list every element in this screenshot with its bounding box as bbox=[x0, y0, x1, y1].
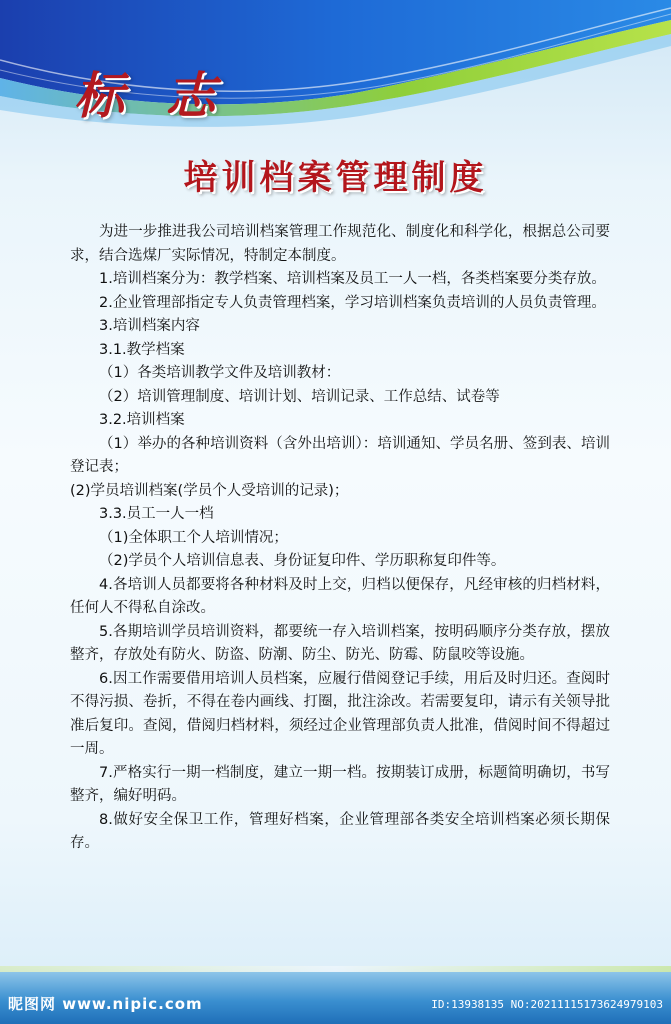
clause-1: 1.培训档案分为：教学档案、培训档案及员工一人一档，各类档案要分类存放。 bbox=[99, 271, 606, 287]
watermark-id: ID:13938135 NO:20211115173624979103 bbox=[431, 998, 663, 1011]
logo-text: 标 志 bbox=[74, 66, 228, 125]
clause-3-1-item-2: （2）培训管理制度、培训计划、培训记录、工作总结、试卷等 bbox=[99, 388, 500, 405]
clause-8: 8.做好安全保卫工作，管理好档案，企业管理部各类安全培训档案必须长期保存。 bbox=[70, 811, 610, 851]
footer-band bbox=[0, 966, 671, 1024]
intro-paragraph: 为进一步推进我公司培训档案管理工作规范化、制度化和科学化，根据总公司要求，结合选煤厂实际情况，特制定本制度。 bbox=[70, 224, 610, 264]
clause-3-2-item-2: (2)学员培训档案(学员个人受培训的记录)； bbox=[70, 482, 349, 499]
clause-3-2-item-1: （1）举办的各种培训资料（含外出培训）：培训通知、学员名册、签到表、培训登记表； bbox=[70, 435, 610, 475]
clause-3-3-item-2: （2)学员个人培训信息表、身份证复印件、学历职称复印件等。 bbox=[99, 553, 506, 569]
clause-5: 5.各期培训学员培训资料，都要统一存入培训档案，按明码顺序分类存放，摆放整齐，存放处有防火、防盗、防潮、防尘、防光、防霉、防鼠咬等设施。 bbox=[70, 623, 610, 663]
watermark-site: 昵图网 www.nipic.com bbox=[8, 995, 203, 1013]
clause-7: 7.严格实行一期一档制度，建立一期一档。按期装订成册，标题简明确切，书写整齐，编好明码。 bbox=[70, 764, 610, 804]
clause-3: 3.培训档案内容 bbox=[99, 318, 200, 334]
clause-3-3-item-1: （1)全体职工个人培训情况； bbox=[99, 529, 288, 546]
clause-6: 6.因工作需要借用培训人员档案，应履行借阅登记手续，用后及时归还。查阅时不得污损、卷折，不得在卷内画线、打圈，批注涂改。若需要复印，请示有关领导批准后复印。查阅，借阅归档材料，须经过企业管理部负责人批准，借阅时间不得超过一周。 bbox=[70, 670, 610, 757]
page-title: 培训档案管理制度 bbox=[183, 158, 488, 198]
clause-3-2: 3.2.培训档案 bbox=[99, 412, 185, 428]
clause-3-3: 3.3.员工一人一档 bbox=[99, 506, 214, 522]
regulation-body bbox=[70, 221, 610, 856]
footer-stripe bbox=[0, 966, 671, 972]
clause-3-1-item-1: （1）各类培训教学文件及培训教材： bbox=[99, 365, 341, 381]
clause-2: 2.企业管理部指定专人负责管理档案，学习培训档案负责培训的人员负责管理。 bbox=[99, 294, 606, 311]
clause-3-1: 3.1.教学档案 bbox=[99, 341, 185, 358]
clause-4: 4.各培训人员都要将各种材料及时上交，归档以便保存，凡经审核的归档材料，任何人不得私自涂改。 bbox=[70, 576, 610, 616]
